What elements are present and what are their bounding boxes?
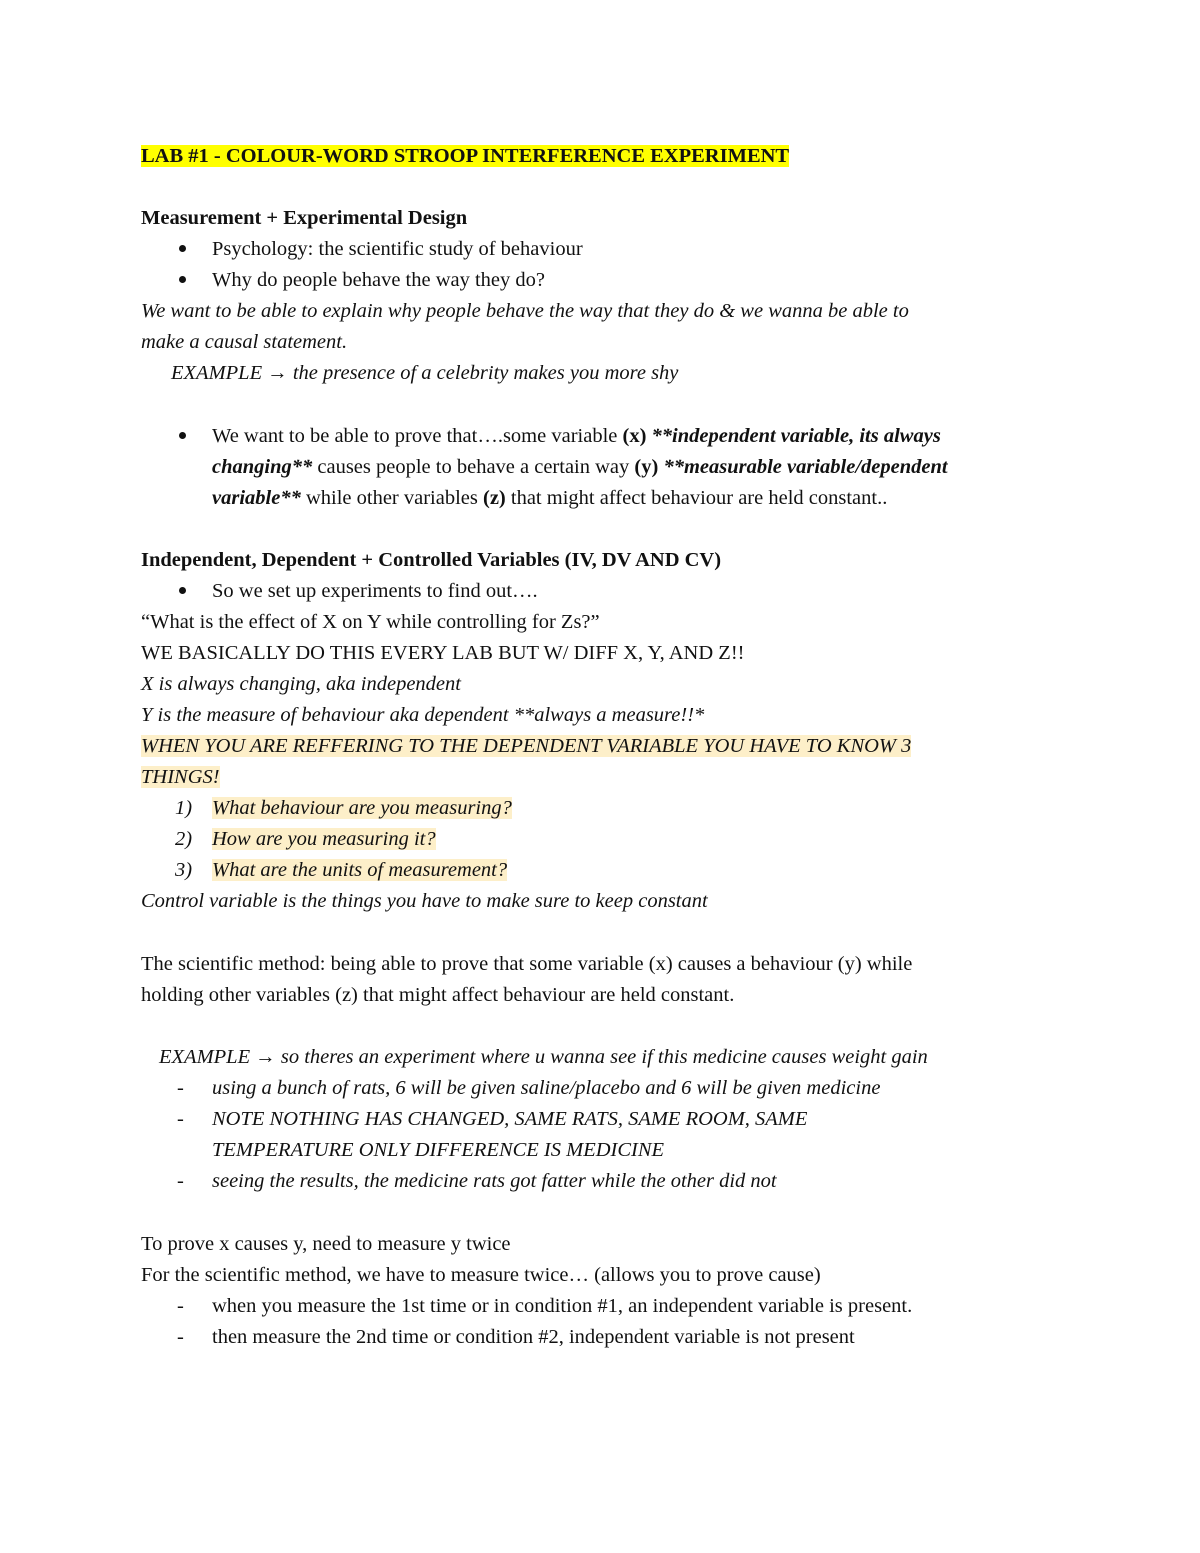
list-number: 1) xyxy=(175,797,193,819)
x-text: X is always changing, aka independent xyxy=(141,673,461,695)
item-text: What are the units of measurement? xyxy=(212,859,508,881)
dash-item-condition2: then measure the 2nd time or condition #2, independent variable is not present xyxy=(212,1326,855,1348)
item-text: NOTE NOTHING HAS CHANGED, SAME RATS, SAME ROOM, SAME xyxy=(212,1108,808,1130)
bullet-icon xyxy=(179,587,186,594)
warning-line1 xyxy=(141,732,911,760)
warning-text: WHEN YOU ARE REFFERING TO THE DEPENDENT VARIABLE YOU HAVE TO KNOW 3 xyxy=(141,735,912,757)
italic-note-line1 xyxy=(141,297,909,325)
dash-item-note-line2 xyxy=(212,1136,664,1164)
dash-marker: - xyxy=(177,1326,184,1348)
text-run: We want to be able to prove that….some variable xyxy=(212,425,623,447)
scientific-method-line1: The scientific method: being able to prove that some variable (x) causes a behaviour (y) while xyxy=(141,953,913,975)
document-title xyxy=(141,142,789,170)
bullet-icon xyxy=(179,245,186,252)
y-text: Y is the measure of behaviour aka dependent **always a measure!!* xyxy=(141,704,705,726)
iv-note: **independent variable, its always xyxy=(646,425,941,447)
control-variable-line xyxy=(141,887,708,915)
dash-marker: - xyxy=(177,1108,184,1130)
dash-marker: - xyxy=(177,1170,184,1192)
numbered-item-2 xyxy=(212,825,436,853)
bullet-icon xyxy=(179,276,186,283)
item-text: What behaviour are you measuring? xyxy=(212,797,512,819)
bullet-prove-line1 xyxy=(212,422,941,450)
note-text: make a causal statement. xyxy=(141,331,348,353)
text-run: causes people to behave a certain way xyxy=(312,456,635,478)
note-text: We want to be able to explain why people behave the way that they do & we wanna be able to xyxy=(141,300,909,322)
section-heading-measurement xyxy=(141,204,467,232)
item-text: TEMPERATURE ONLY DIFFERENCE IS MEDICINE xyxy=(212,1139,665,1161)
section-heading-variables xyxy=(141,546,721,574)
var-x: (x) xyxy=(622,425,647,447)
dash-item-condition1: when you measure the 1st time or in condition #1, an independent variable is present. xyxy=(212,1295,913,1317)
list-number: 3) xyxy=(175,859,193,881)
dash-marker: - xyxy=(177,1077,184,1099)
measure-twice-line: For the scientific method, we have to measure twice… (allows you to prove cause) xyxy=(141,1264,821,1286)
cv-text: Control variable is the things you have to make sure to keep constant xyxy=(141,890,708,912)
warning-text: THINGS! xyxy=(141,766,220,788)
dv-note-end: variable** xyxy=(212,487,301,509)
item-text: How are you measuring it? xyxy=(212,828,436,850)
heading-text: Independent, Dependent + Controlled Variables (IV, DV AND CV) xyxy=(141,549,722,571)
bullet-prove-line2 xyxy=(212,453,948,481)
iv-note-end: changing** xyxy=(212,456,313,478)
item-text: seeing the results, the medicine rats got fatter while the other did not xyxy=(212,1170,777,1192)
text-run: that might affect behaviour are held constant.. xyxy=(505,487,888,509)
heading-text: Measurement + Experimental Design xyxy=(141,207,468,229)
warning-line2 xyxy=(141,763,220,791)
prove-line: To prove x causes y, need to measure y twice xyxy=(141,1233,511,1255)
bullet-psychology: Psychology: the scientific study of behaviour xyxy=(212,238,583,260)
title-text: LAB #1 - COLOUR-WORD STROOP INTERFERENCE EXPERIMENT xyxy=(141,145,790,167)
list-number: 2) xyxy=(175,828,193,850)
example-text: EXAMPLE → the presence of a celebrity makes you more shy xyxy=(171,362,679,384)
example-medicine xyxy=(159,1043,928,1071)
dash-item-note-line1 xyxy=(212,1105,807,1133)
dv-note: **measurable variable/dependent xyxy=(658,456,948,478)
bullet-why: Why do people behave the way they do? xyxy=(212,269,546,291)
var-y: (y) xyxy=(634,456,659,478)
scientific-method-line2: holding other variables (z) that might affect behaviour are held constant. xyxy=(141,984,735,1006)
question-line: “What is the effect of X on Y while controlling for Zs?” xyxy=(141,611,600,633)
example-text: EXAMPLE → so theres an experiment where u wanna see if this medicine causes weight gain xyxy=(159,1046,928,1068)
y-definition xyxy=(141,701,704,729)
bullet-prove-line3 xyxy=(212,484,887,512)
dash-item-results xyxy=(212,1167,777,1195)
caps-line: WE BASICALLY DO THIS EVERY LAB BUT W/ DIFF X, Y, AND Z!! xyxy=(141,642,745,664)
bullet-icon xyxy=(179,432,186,439)
bullet-experiments: So we set up experiments to find out…. xyxy=(212,580,538,602)
example-celebrity xyxy=(171,359,678,387)
item-text: using a bunch of rats, 6 will be given saline/placebo and 6 will be given medicine xyxy=(212,1077,881,1099)
text-run: while other variables xyxy=(300,487,483,509)
var-z: (z) xyxy=(483,487,506,509)
italic-note-line2 xyxy=(141,328,347,356)
dash-item-rats xyxy=(212,1074,880,1102)
numbered-item-3 xyxy=(212,856,507,884)
numbered-item-1 xyxy=(212,794,512,822)
x-definition xyxy=(141,670,461,698)
dash-marker: - xyxy=(177,1295,184,1317)
